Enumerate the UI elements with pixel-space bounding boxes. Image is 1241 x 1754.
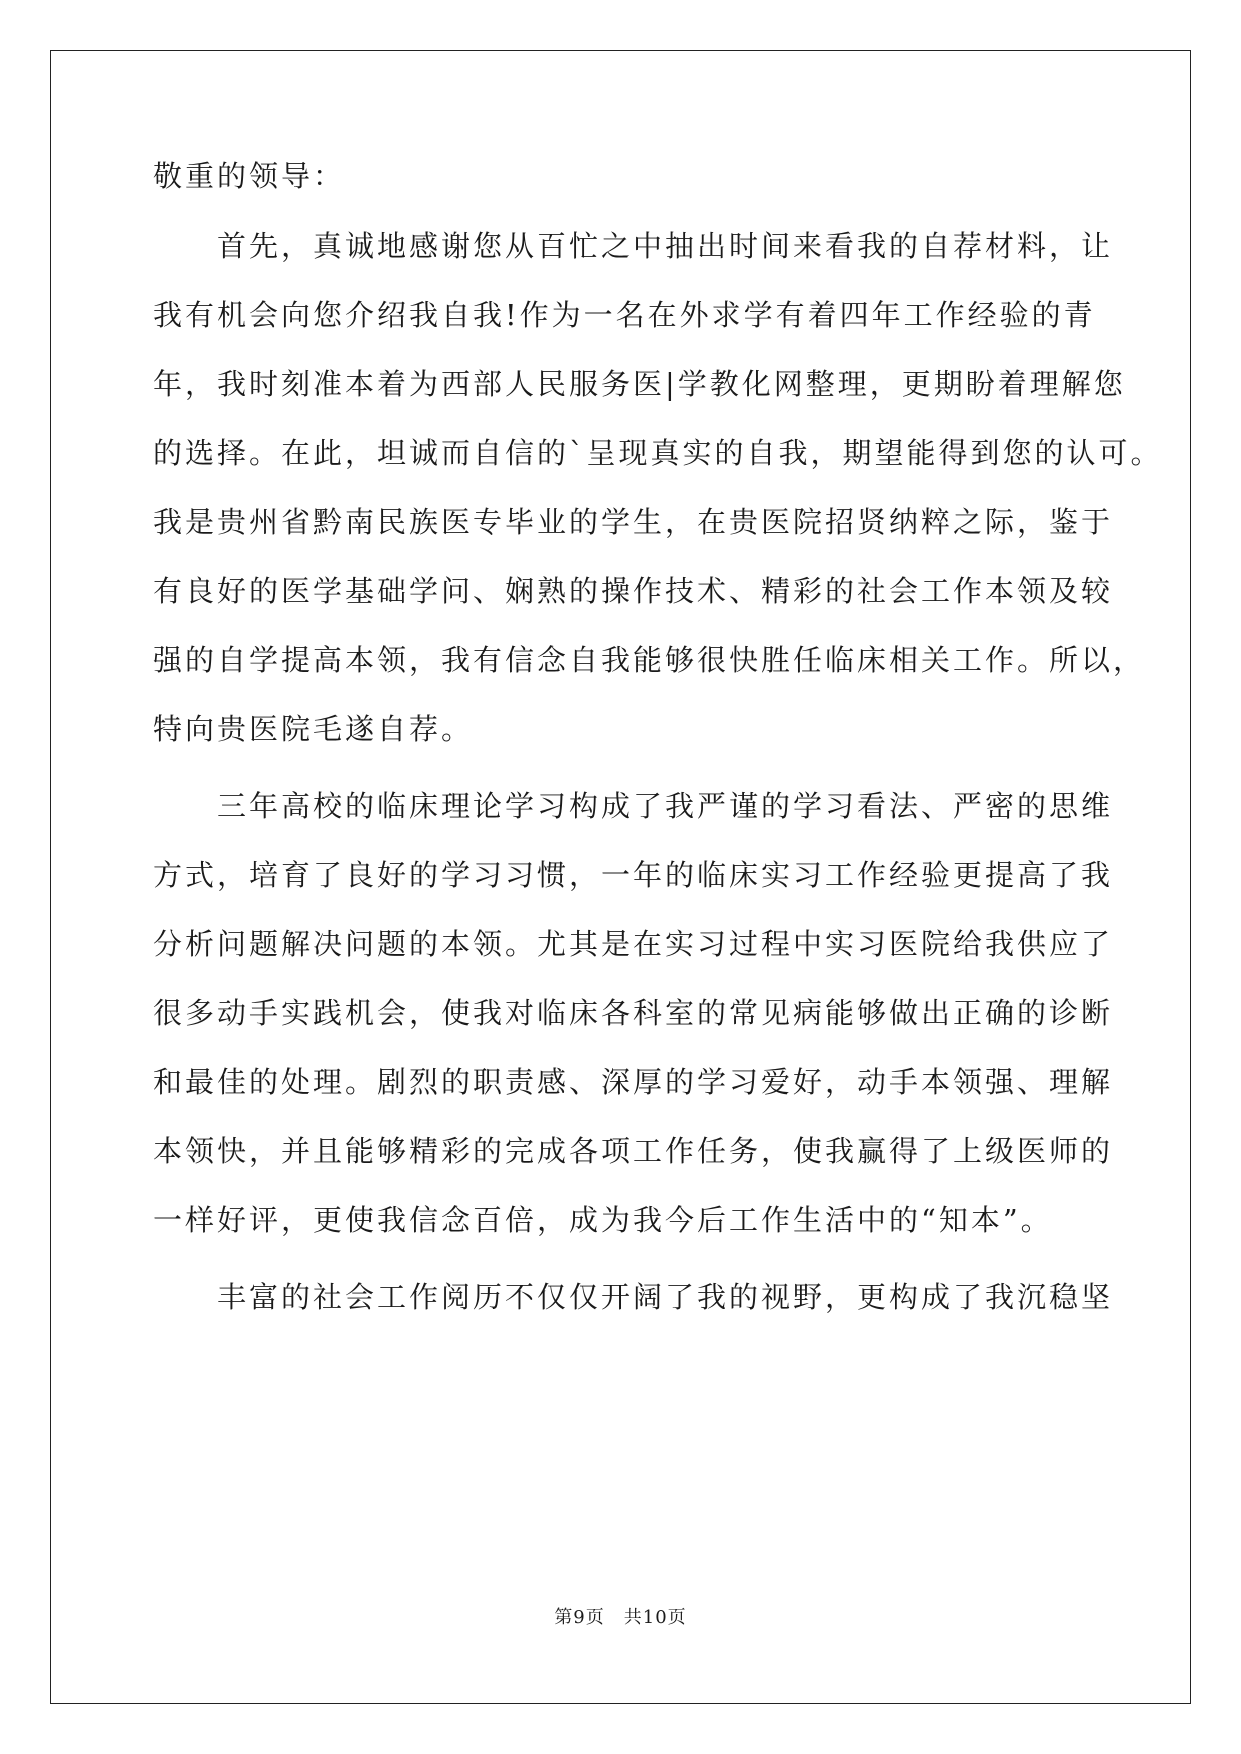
body-line-9: 三年高校的临床理论学习构成了我严谨的学习看法、严密的思维 [153,789,1114,823]
body-line-13: 和最佳的处理。剧烈的职责感、深厚的学习爱好，动手本领强、理解 [153,1065,1114,1099]
body-line-15: 一样好评，更使我信念百倍，成为我今后工作生活中的“知本”。 [153,1203,1053,1237]
body-line-12: 很多动手实践机会，使我对临床各科室的常见病能够做出正确的诊断 [153,996,1114,1030]
body-line-3: 年，我时刻准本着为西部人民服务医|学教化网整理，更期盼着理解您 [153,367,1126,401]
salutation-line: 敬重的领导： [153,159,346,193]
body-line-5: 我是贵州省黔南民族医专毕业的学生，在贵医院招贤纳粹之际，鉴于 [153,505,1114,539]
body-line-16: 丰富的社会工作阅历不仅仅开阔了我的视野，更构成了我沉稳坚 [153,1280,1114,1314]
body-line-7: 强的自学提高本领，我有信念自我能够很快胜任临床相关工作。所以， [153,643,1146,677]
body-line-14: 本领快，并且能够精彩的完成各项工作任务，使我赢得了上级医师的 [153,1134,1114,1168]
body-line-2: 我有机会向您介绍我自我!作为一名在外求学有着四年工作经验的青 [153,298,1096,332]
page-number-footer: 第9页 共10页 [554,1607,687,1628]
body-line-6: 有良好的医学基础学问、娴熟的操作技术、精彩的社会工作本领及较 [153,574,1114,608]
body-line-1: 首先，真诚地感谢您从百忙之中抽出时间来看我的自荐材料，让 [153,229,1114,263]
body-line-8: 特向贵医院毛遂自荐。 [153,712,474,746]
body-line-4: 的选择。在此，坦诚而自信的`呈现真实的自我，期望能得到您的认可。 [153,436,1163,470]
body-line-11: 分析问题解决问题的本领。尤其是在实习过程中实习医院给我供应了 [153,927,1114,961]
body-line-10: 方式，培育了良好的学习习惯，一年的临床实习工作经验更提高了我 [153,858,1114,892]
